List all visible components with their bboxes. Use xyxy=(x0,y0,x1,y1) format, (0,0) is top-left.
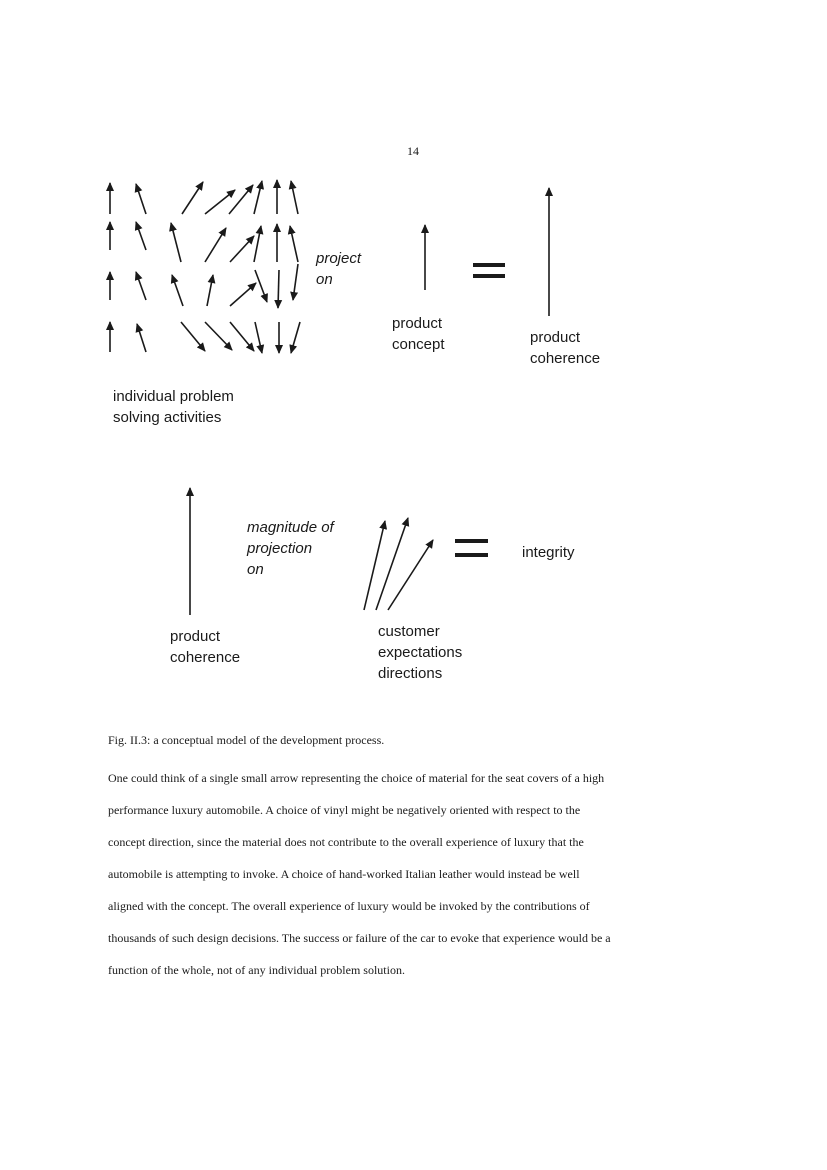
activity-arrow xyxy=(205,322,232,350)
activity-arrow xyxy=(172,275,183,306)
body-line: automobile is attempting to invoke. A choice of hand-worked Italian leather would instead be well xyxy=(108,867,580,881)
activity-arrow xyxy=(205,190,235,214)
body-line: concept direction, since the material does not contribute to the overall experience of luxury that the xyxy=(108,835,584,849)
product-concept-label: product concept xyxy=(392,315,445,353)
activity-arrow xyxy=(230,283,256,306)
body-line: aligned with the concept. The overall experience of luxury would be invoked by the contributions of xyxy=(108,899,590,913)
activity-arrow xyxy=(136,184,146,214)
customer-expectations-label: customer expectations directions xyxy=(378,623,463,682)
individual-activities-label: individual problem solving activities xyxy=(113,388,234,426)
activity-arrow xyxy=(291,322,300,353)
individual-activity-arrows xyxy=(110,180,300,353)
integrity-label: integrity xyxy=(522,544,575,561)
body-line: thousands of such design decisions. The success or failure of the car to evoke that experience would be a xyxy=(108,931,611,945)
activity-arrow xyxy=(136,222,146,250)
activity-arrow xyxy=(255,322,262,353)
activity-arrow xyxy=(182,182,203,214)
activity-arrow xyxy=(290,226,298,262)
equals-sign-bottom xyxy=(455,539,488,543)
equals-sign-top xyxy=(473,274,505,278)
activity-arrow xyxy=(137,324,146,352)
equals-sign-top xyxy=(473,263,505,267)
activity-arrow xyxy=(230,322,254,351)
activity-arrow xyxy=(230,236,254,262)
activity-arrow xyxy=(278,270,279,308)
customer-expectation-arrows xyxy=(364,518,433,610)
activity-arrow xyxy=(136,272,146,300)
activity-arrow xyxy=(181,322,205,351)
product-coherence-label-bottom: product coherence xyxy=(170,628,241,666)
activity-arrow xyxy=(207,275,213,306)
activity-arrow xyxy=(293,264,298,300)
activity-arrow xyxy=(171,223,181,262)
equals-sign-bottom xyxy=(455,553,488,557)
body-line: performance luxury automobile. A choice of vinyl might be negatively oriented with respect to the xyxy=(108,803,581,817)
activity-arrow xyxy=(229,185,253,214)
magnitude-of-projection-label: magnitude of projection on xyxy=(247,519,334,578)
project-on-label: project on xyxy=(316,250,362,288)
page-number: 14 xyxy=(407,144,419,158)
activity-arrow xyxy=(255,270,267,302)
body-line: function of the whole, not of any individual problem solution. xyxy=(108,963,405,977)
activity-arrow xyxy=(205,228,226,262)
activity-arrow xyxy=(254,181,262,214)
body-paragraph xyxy=(108,762,748,986)
activity-arrow xyxy=(254,226,261,262)
product-coherence-label-top: product coherence xyxy=(530,329,601,367)
body-line: One could think of a single small arrow representing the choice of material for the seat covers of a high xyxy=(108,771,605,785)
figure-caption: Fig. II.3: a conceptual model of the development process. xyxy=(108,733,385,747)
activity-arrow xyxy=(291,181,298,214)
text-block xyxy=(108,732,748,986)
